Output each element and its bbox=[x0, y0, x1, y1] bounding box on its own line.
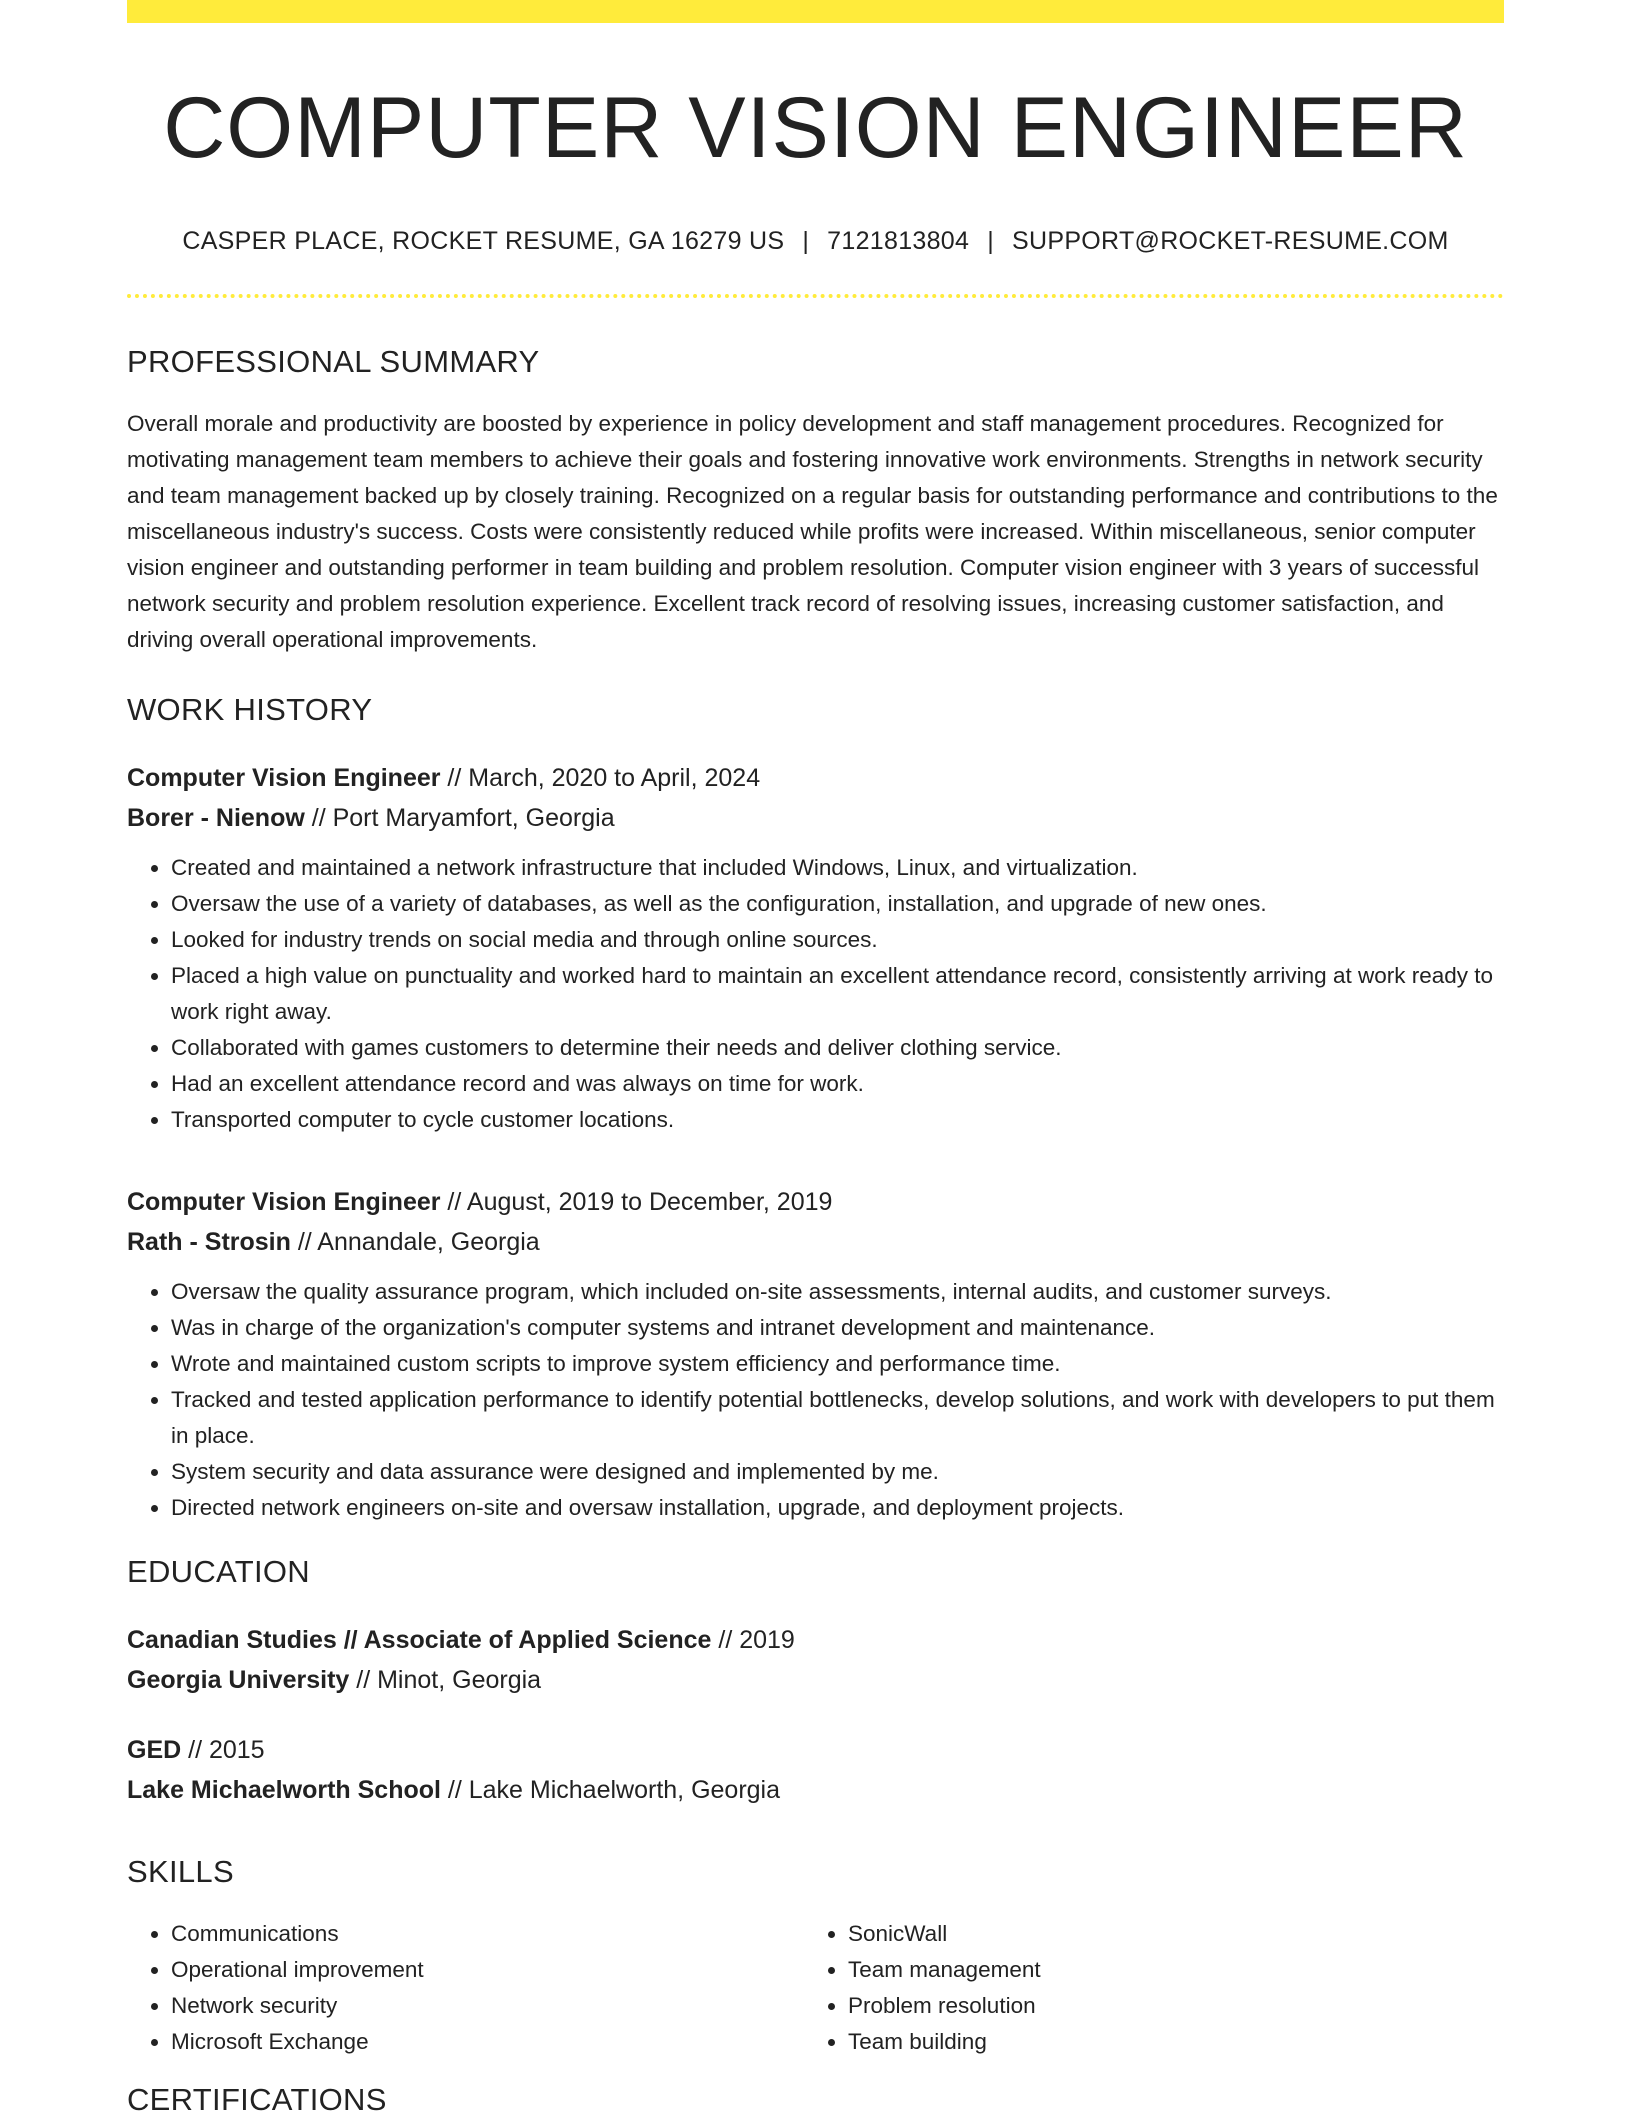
education-heading: EDUCATION bbox=[127, 1554, 310, 1589]
job-entry bbox=[127, 1182, 1504, 1526]
resume-title: COMPUTER VISION ENGINEER bbox=[163, 80, 1468, 176]
job-dates: // August, 2019 to December, 2019 bbox=[440, 1188, 833, 1216]
job-location: // Annandale, Georgia bbox=[290, 1228, 540, 1256]
contact-separator: | bbox=[802, 227, 810, 255]
job-company-line bbox=[127, 1222, 1504, 1262]
list-item: • System security and data assurance were designed and implemented by me. bbox=[171, 1454, 1504, 1490]
list-item: • Was in charge of the organization's computer systems and intranet development and maintenance. bbox=[171, 1310, 1504, 1346]
education-school-line bbox=[127, 1770, 1504, 1810]
skills-right-column bbox=[804, 1916, 1481, 2060]
job-bullets bbox=[127, 1274, 1504, 1526]
list-item: • Had an excellent attendance record and was always on time for work. bbox=[171, 1066, 1504, 1102]
skills-heading: SKILLS bbox=[127, 1854, 234, 1889]
education-degree-line bbox=[127, 1620, 1504, 1660]
list-item: • Team building bbox=[848, 2024, 1481, 2060]
list-item: • Directed network engineers on-site and oversaw installation, upgrade, and deployment projects. bbox=[171, 1490, 1504, 1526]
job-title-line bbox=[127, 758, 1504, 798]
dotted-divider bbox=[127, 294, 1504, 298]
education-entry bbox=[127, 1620, 1504, 1700]
education-location: // Lake Michaelworth, Georgia bbox=[440, 1776, 781, 1804]
education-year: // 2019 bbox=[711, 1626, 795, 1654]
certifications-heading: CERTIFICATIONS bbox=[127, 2082, 387, 2117]
list-item: • Collaborated with games customers to determine their needs and deliver clothing service. bbox=[171, 1030, 1504, 1066]
list-item: • Team management bbox=[848, 1952, 1481, 1988]
list-item: • Network security bbox=[171, 1988, 804, 2024]
job-company: Rath - Strosin bbox=[127, 1228, 291, 1256]
education-school-line bbox=[127, 1660, 1504, 1700]
contact-line bbox=[127, 227, 1504, 256]
job-company-line bbox=[127, 798, 1504, 838]
resume-page bbox=[127, 0, 1504, 2118]
list-item: • Looked for industry trends on social media and through online sources. bbox=[171, 922, 1504, 958]
education-degree: Canadian Studies // Associate of Applied Science bbox=[127, 1626, 712, 1654]
accent-top-bar bbox=[127, 0, 1504, 23]
job-entry bbox=[127, 758, 1504, 1138]
job-role: Computer Vision Engineer bbox=[127, 1188, 441, 1216]
list-item: • Oversaw the use of a variety of databases, as well as the configuration, installation, and upgrade of new ones. bbox=[171, 886, 1504, 922]
summary-heading: PROFESSIONAL SUMMARY bbox=[127, 344, 540, 379]
work-history-heading: WORK HISTORY bbox=[127, 692, 373, 727]
skills-columns bbox=[127, 1916, 1504, 2060]
job-bullets bbox=[127, 850, 1504, 1138]
list-item: • Created and maintained a network infrastructure that included Windows, Linux, and virtualization. bbox=[171, 850, 1504, 886]
education-school: Georgia University bbox=[127, 1666, 350, 1694]
list-item: • Operational improvement bbox=[171, 1952, 804, 1988]
job-dates: // March, 2020 to April, 2024 bbox=[440, 764, 761, 792]
list-item: • Transported computer to cycle customer locations. bbox=[171, 1102, 1504, 1138]
education-degree-line bbox=[127, 1730, 1504, 1770]
job-title-line bbox=[127, 1182, 1504, 1222]
skills-left-column bbox=[127, 1916, 804, 2060]
job-company: Borer - Nienow bbox=[127, 804, 305, 832]
education-school: Lake Michaelworth School bbox=[127, 1776, 441, 1804]
summary-text: Overall morale and productivity are boosted by experience in policy development and staff management procedures. Recognized for motivating management team members to achieve their goals and fostering innovative work environments. Strengths in network security and team management backed up by closely training. Recognized on a regular basis for outstanding performance and contributions to the miscellaneous industry's success. Costs were consistently reduced while profits were increased. Within miscellaneous, senior computer vision engineer and outstanding performer in team building and problem resolution. Computer vision engineer with 3 years of successful network security and problem resolution experience. Excellent track record of resolving issues, increasing customer satisfaction, and driving overall operational improvements. bbox=[127, 411, 1498, 652]
education-entry bbox=[127, 1730, 1504, 1810]
job-location: // Port Maryamfort, Georgia bbox=[304, 804, 615, 832]
list-item: • Tracked and tested application performance to identify potential bottlenecks, develop solutions, and work with developers to put them in place. bbox=[171, 1382, 1504, 1454]
contact-phone: 7121813804 bbox=[827, 227, 970, 255]
job-role: Computer Vision Engineer bbox=[127, 764, 441, 792]
education-location: // Minot, Georgia bbox=[349, 1666, 542, 1694]
list-item: • SonicWall bbox=[848, 1916, 1481, 1952]
list-item: • Wrote and maintained custom scripts to improve system efficiency and performance time. bbox=[171, 1346, 1504, 1382]
list-item: • Microsoft Exchange bbox=[171, 2024, 804, 2060]
list-item: • Problem resolution bbox=[848, 1988, 1481, 2024]
contact-separator: | bbox=[987, 227, 995, 255]
list-item: • Communications bbox=[171, 1916, 804, 1952]
education-degree: GED bbox=[127, 1736, 182, 1764]
list-item: • Oversaw the quality assurance program, which included on-site assessments, internal audits, and customer surveys. bbox=[171, 1274, 1504, 1310]
education-year: // 2015 bbox=[181, 1736, 265, 1764]
contact-email: SUPPORT@ROCKET-RESUME.COM bbox=[1012, 227, 1449, 255]
contact-address: CASPER PLACE, ROCKET RESUME, GA 16279 US bbox=[182, 227, 785, 255]
list-item: • Placed a high value on punctuality and worked hard to maintain an excellent attendance record, consistently arriving at work ready to work right away. bbox=[171, 958, 1504, 1030]
